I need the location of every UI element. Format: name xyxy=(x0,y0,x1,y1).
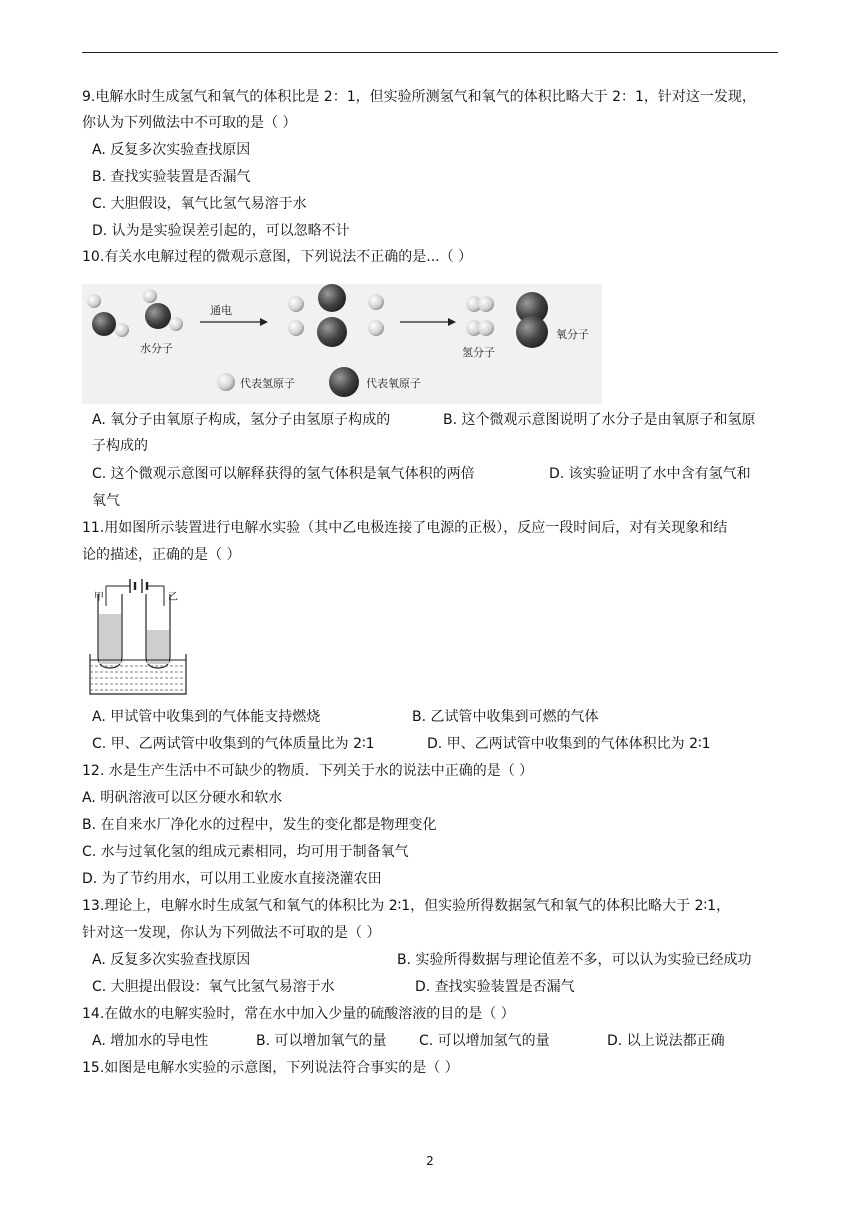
q10-option-d-line2: 氧气 xyxy=(92,493,120,509)
q12-option-a: A. 明矾溶液可以区分硬水和软水 xyxy=(82,790,283,806)
q10-option-a: A. 氧分子由氧原子构成，氢分子由氢原子构成的 xyxy=(92,412,391,428)
label-tube-jia: 甲 xyxy=(94,592,104,603)
q14-option-a: A. 增加水的导电性 xyxy=(92,1033,209,1049)
hydrogen-atom xyxy=(288,296,304,312)
label-tube-yi: 乙 xyxy=(168,592,178,603)
electrolysis-apparatus-diagram xyxy=(88,576,188,698)
q11-option-c: C. 甲、乙两试管中收集到的气体质量比为 2∶1 xyxy=(92,736,375,752)
q9-option-d: D. 认为是实验误差引起的，可以忽略不计 xyxy=(92,223,350,239)
q9-option-a: A. 反复多次实验查找原因 xyxy=(92,142,251,158)
q10-option-c: C. 这个微观示意图可以解释获得的氢气体积是氧气体积的两倍 xyxy=(92,466,475,482)
hydrogen-atom xyxy=(288,320,304,336)
test-tube-jia xyxy=(98,594,122,668)
label-hydrogen-molecule: 氢分子 xyxy=(462,346,495,359)
q12-option-d: D. 为了节约用水，可以用工业废水直接浇灌农田 xyxy=(82,871,382,887)
q13-option-b: B. 实验所得数据与理论值差不多，可以认为实验已经成功 xyxy=(397,952,752,968)
legend-oxygen-label: 代表氧原子 xyxy=(366,377,421,390)
legend-hydrogen-label: 代表氢原子 xyxy=(240,377,295,390)
water-trough xyxy=(90,654,186,694)
q13-stem-line2: 针对这一发现，你认为下列做法不可取的是（ ） xyxy=(82,925,381,941)
q9-option-b: B. 查找实验装置是否漏气 xyxy=(92,169,251,185)
oxygen-atom xyxy=(317,317,347,347)
q10-stem: 10.有关水电解过程的微观示意图，下列说法不正确的是...（ ） xyxy=(82,249,473,265)
label-oxygen-molecule: 氧分子 xyxy=(556,328,589,341)
q9-stem-line2: 你认为下列做法中不可取的是（ ） xyxy=(82,115,297,131)
q13-option-c: C. 大胆提出假设：氧气比氢气易溶于水 xyxy=(92,979,335,995)
water-electrolysis-micro-diagram xyxy=(82,284,602,404)
legend-oxygen-atom xyxy=(329,367,359,397)
legend-hydrogen-atom xyxy=(217,373,235,391)
label-electrify: 通电 xyxy=(210,304,232,317)
q10-option-b-line1: B. 这个微观示意图说明了水分子是由氧原子和氢原 xyxy=(443,412,756,428)
test-tube-yi xyxy=(146,594,170,668)
q13-option-d: D. 查找实验装置是否漏气 xyxy=(415,979,575,995)
q14-option-b: B. 可以增加氧气的量 xyxy=(256,1033,387,1049)
oxygen-atom xyxy=(318,284,346,312)
q11-stem-line2: 论的描述，正确的是（ ） xyxy=(82,547,241,563)
q9-option-c: C. 大胆假设，氧气比氢气易溶于水 xyxy=(92,196,307,212)
q14-option-d: D. 以上说法都正确 xyxy=(607,1033,725,1049)
q11-stem-line1: 11.用如图所示装置进行电解水实验（其中乙电极连接了电源的正极），反应一段时间后，对有关现象和结 xyxy=(82,520,728,536)
hydrogen-atom xyxy=(368,320,384,336)
q12-option-b: B. 在自来水厂净化水的过程中，发生的变化都是物理变化 xyxy=(82,817,437,833)
q11-option-b: B. 乙试管中收集到可燃的气体 xyxy=(412,709,599,725)
q12-option-c: C. 水与过氧化氢的组成元素相同，均可用于制备氧气 xyxy=(82,844,409,860)
q15-stem: 15.如图是电解水实验的示意图，下列说法符合事实的是（ ） xyxy=(82,1060,459,1076)
q10-option-d-line1: D. 该实验证明了水中含有氢气和 xyxy=(549,466,751,482)
label-water-molecule: 水分子 xyxy=(140,342,173,355)
q13-stem-line1: 13.理论上，电解水时生成氢气和氧气的体积比为 2∶1，但实验所得数据氢气和氧气的体积比略大于 2∶1， xyxy=(82,898,731,914)
q9-stem-line1: 9.电解水时生成氢气和氧气的体积比是 2：1，但实验所测氢气和氧气的体积比略大于 2：1，针对这一发现， xyxy=(82,89,756,105)
q14-stem: 14.在做水的电解实验时，常在水中加入少量的硫酸溶液的目的是（ ） xyxy=(82,1006,515,1022)
q14-option-c: C. 可以增加氢气的量 xyxy=(419,1033,550,1049)
q12-stem: 12. 水是生产生活中不可缺少的物质．下列关于水的说法中正确的是（ ） xyxy=(82,763,534,779)
page-number: 2 xyxy=(426,1154,434,1168)
q10-option-b-line2: 子构成的 xyxy=(92,438,148,454)
q11-option-a: A. 甲试管中收集到的气体能支持燃烧 xyxy=(92,709,321,725)
hydrogen-atom xyxy=(368,294,384,310)
header-rule xyxy=(82,52,778,53)
q13-option-a: A. 反复多次实验查找原因 xyxy=(92,952,251,968)
q11-option-d: D. 甲、乙两试管中收集到的气体体积比为 2∶1 xyxy=(427,736,711,752)
